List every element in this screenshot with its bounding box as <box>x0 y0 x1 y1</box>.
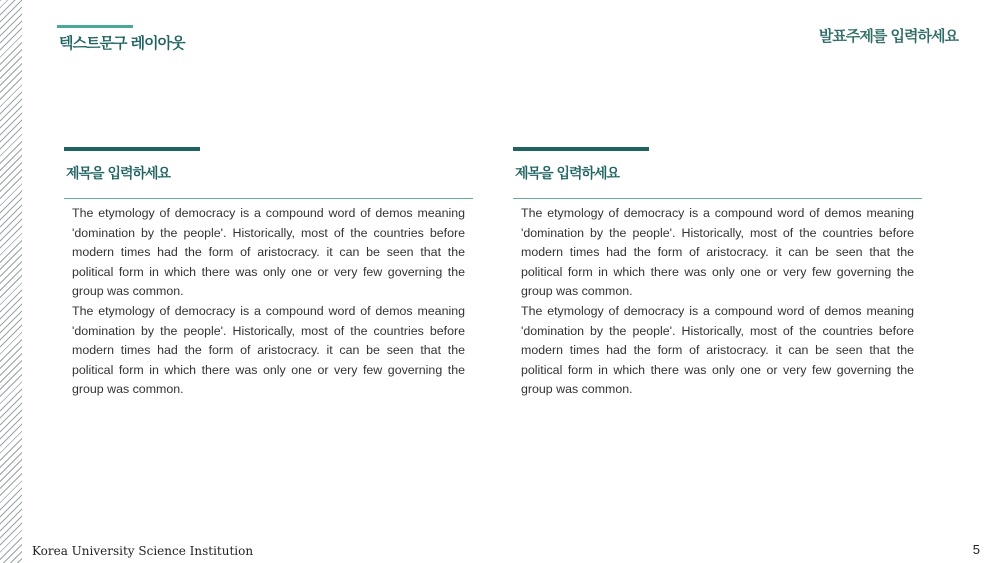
slide-title: 텍스트문구 레이아웃 <box>59 34 185 52</box>
page-number: 5 <box>972 542 980 557</box>
presentation-topic: 발표주제를 입력하세요 <box>818 27 958 45</box>
title-accent-bar <box>57 25 133 28</box>
footer-institution: Korea University Science Institution <box>32 544 254 558</box>
body-paragraph: The etymology of democracy is a compound word of demos meaning 'domination by the people'. Historically, most of the countries before modern times had the form of aristocracy. it can be seen that the political form in which there was only one or very few governing the group was common. <box>521 206 914 299</box>
column-accent-bar <box>64 147 200 151</box>
column-accent-bar <box>513 147 649 151</box>
body-paragraph: The etymology of democracy is a compound word of demos meaning 'domination by the people'. Historically, most of the countries before modern times had the form of aristocracy. it can be seen that the political form in which there was only one or very few governing the group was common. <box>72 206 465 299</box>
column-heading: 제목을 입력하세요 <box>515 166 620 182</box>
column-divider <box>64 198 473 199</box>
body-paragraph: The etymology of democracy is a compound word of demos meaning 'domination by the people'. Historically, most of the countries before modern times had the form of aristocracy. it can be seen that the political form in which there was only one or very few governing the group was common. <box>72 303 465 397</box>
column-heading: 제목을 입력하세요 <box>66 166 171 182</box>
column-body <box>513 204 922 400</box>
decorative-hatch-strip <box>0 0 22 563</box>
text-column-left <box>64 147 473 400</box>
column-body <box>64 204 473 400</box>
text-column-right <box>513 147 922 400</box>
column-divider <box>513 198 922 199</box>
body-paragraph: The etymology of democracy is a compound word of demos meaning 'domination by the people'. Historically, most of the countries before modern times had the form of aristocracy. it can be seen that the political form in which there was only one or very few governing the group was common. <box>521 303 914 397</box>
